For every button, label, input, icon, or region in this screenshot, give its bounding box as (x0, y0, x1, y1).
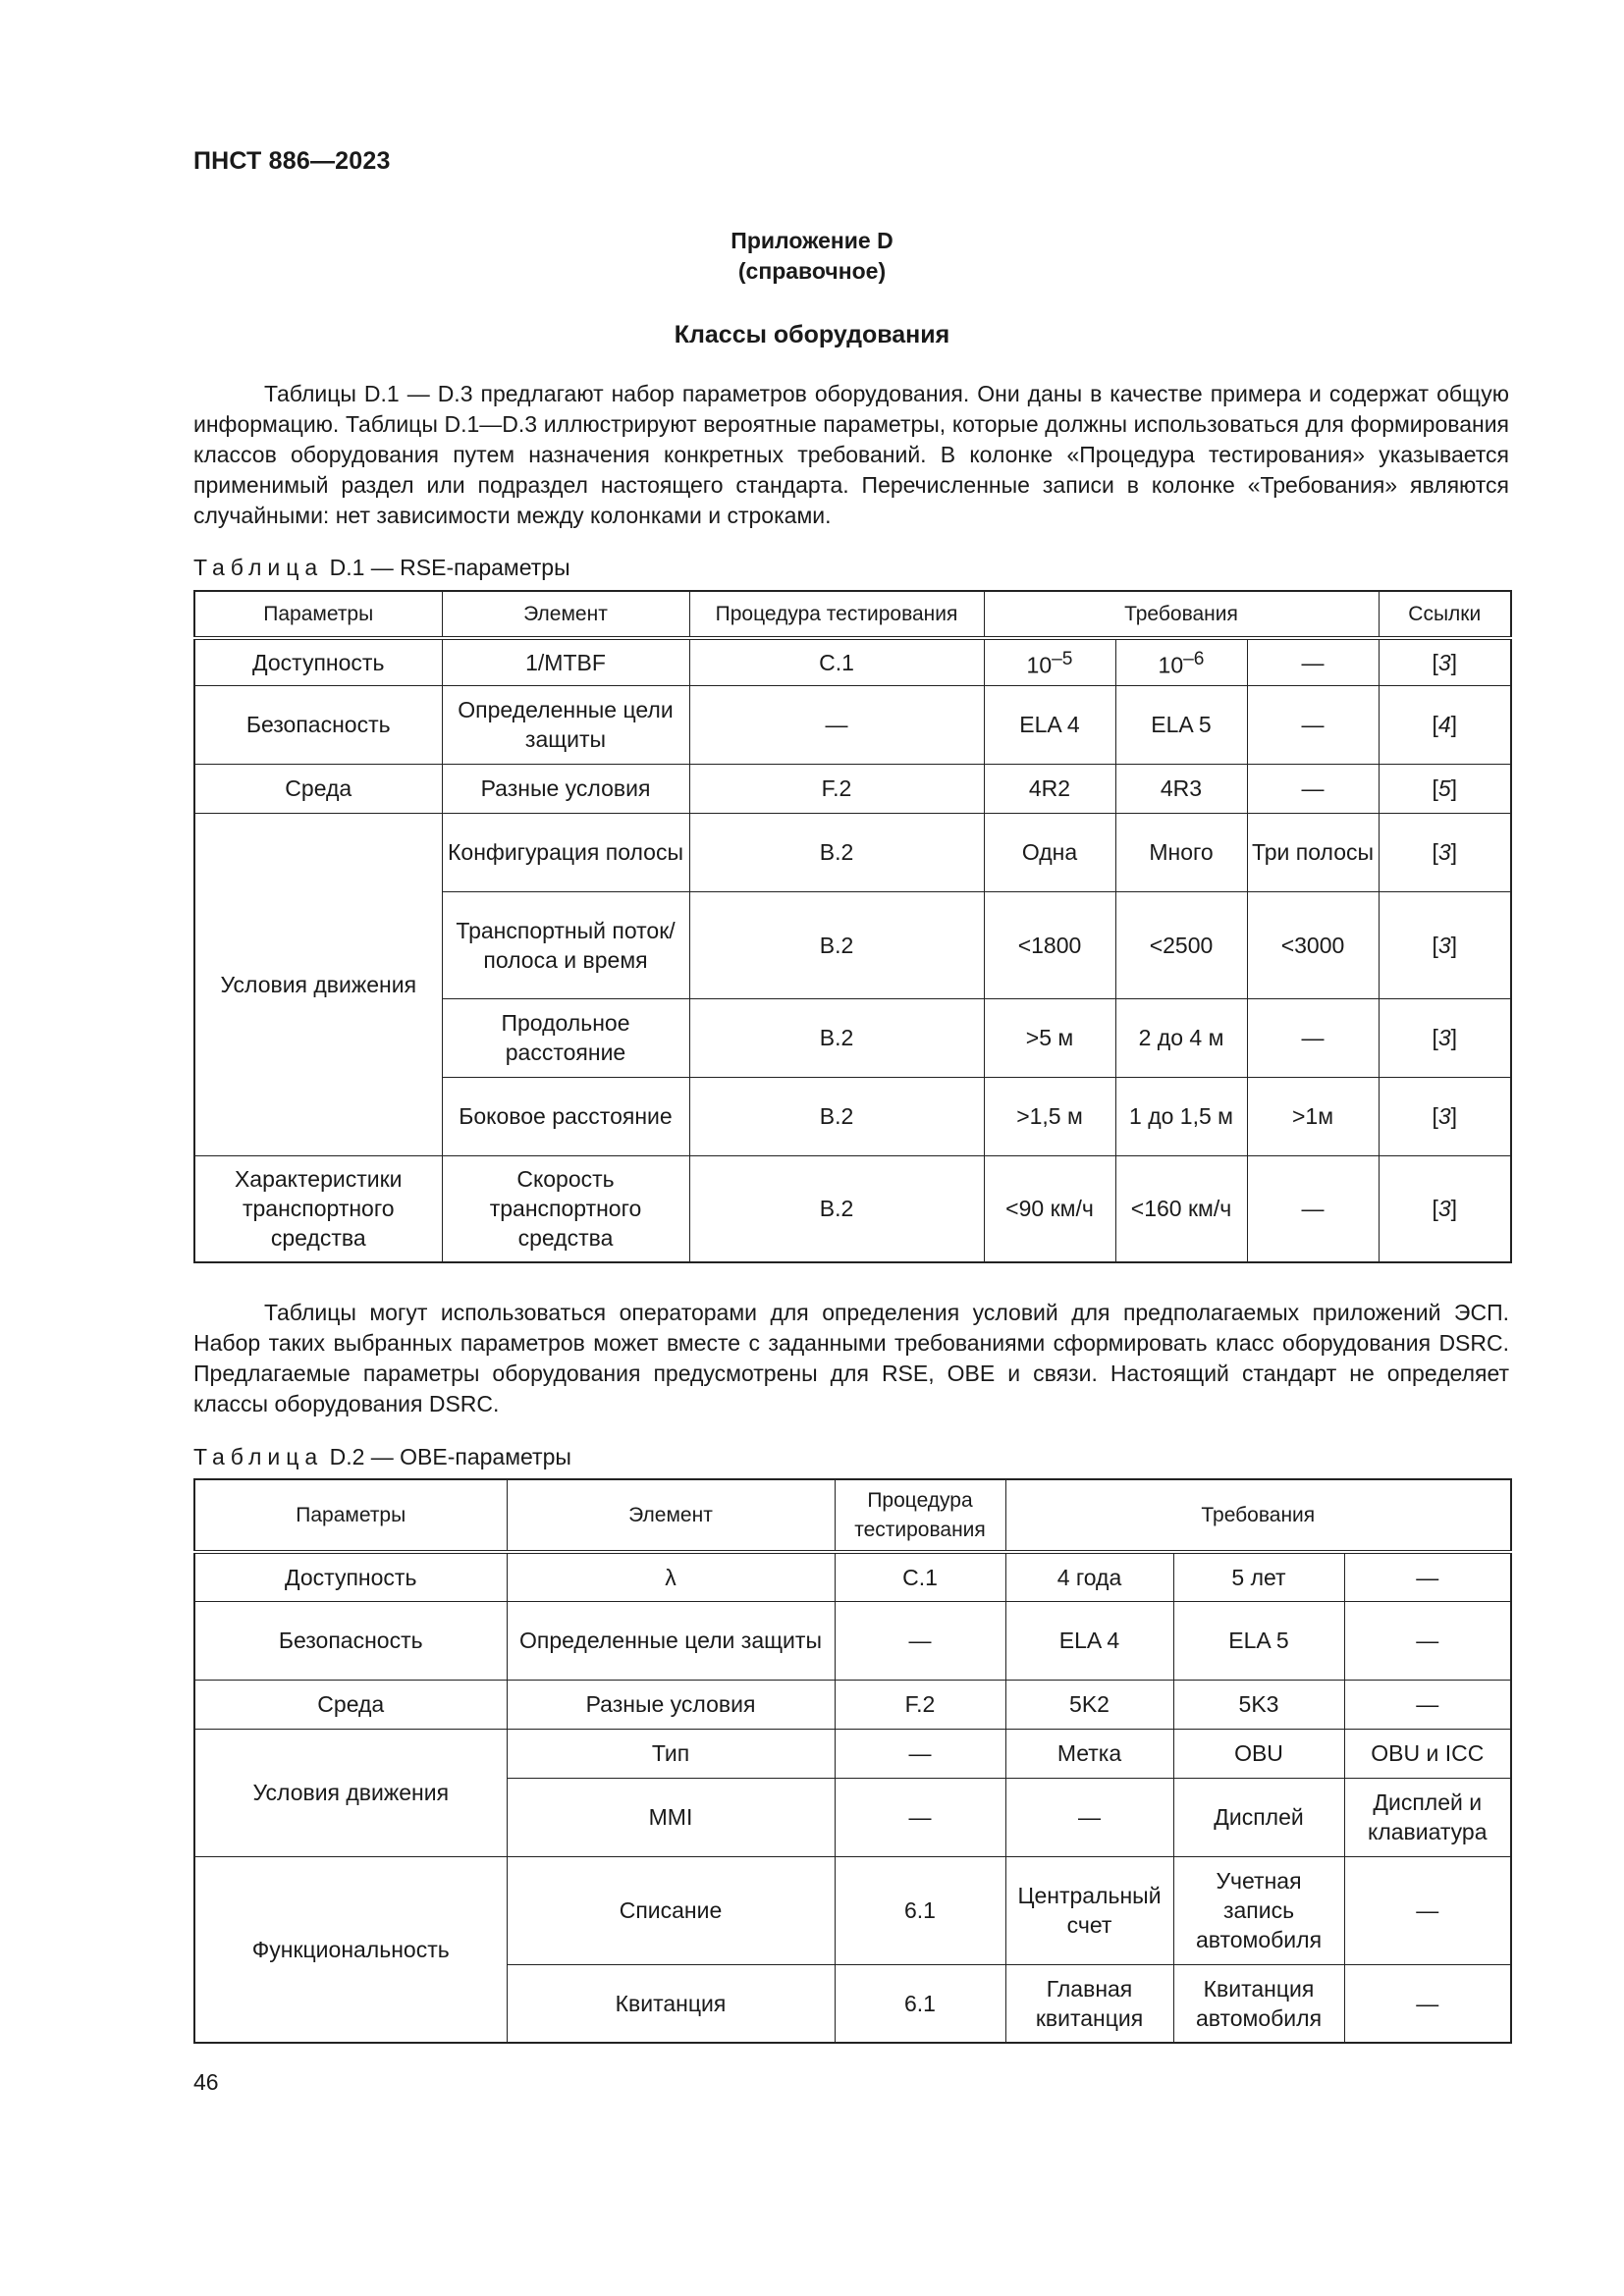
procedure-cell: B.2 (689, 891, 984, 998)
requirement-cell: ELA 4 (1005, 1601, 1173, 1680)
procedure-cell: B.2 (689, 1077, 984, 1155)
procedure-cell: F.2 (835, 1680, 1005, 1729)
element-cell: Разные условия (442, 764, 689, 813)
requirement-cell: <160 км/ч (1115, 1155, 1247, 1262)
requirement-cell: Метка (1005, 1729, 1173, 1778)
requirement-cell: <3000 (1247, 891, 1379, 998)
table-row (194, 1155, 1511, 1262)
requirement-cell: — (1247, 638, 1379, 685)
element-cell: Списание (507, 1856, 835, 1964)
reference-number: 3 (1437, 932, 1451, 958)
reference-cell: [3] (1379, 813, 1511, 891)
requirement-cell: ELA 5 (1173, 1601, 1344, 1680)
requirement-cell: OBU и ICC (1344, 1729, 1511, 1778)
annex-heading: Классы оборудования (674, 321, 950, 348)
requirement-cell: >1м (1247, 1077, 1379, 1155)
requirement-cell: Квитанция автомобиля (1173, 1964, 1344, 2043)
param-cell: Среда (194, 764, 442, 813)
requirement-cell: 4 года (1005, 1552, 1173, 1601)
procedure-cell: — (835, 1601, 1005, 1680)
requirement-cell: — (1344, 1601, 1511, 1680)
annex-title: Приложение D (731, 228, 893, 253)
power-base: 10 (1158, 652, 1184, 678)
reference-number: 3 (1437, 1103, 1451, 1129)
element-cell: Транспортный поток/полоса и время (442, 891, 689, 998)
element-cell: Определенные цели защиты (507, 1601, 835, 1680)
param-cell: Безопасность (194, 1601, 507, 1680)
requirement-cell: — (1247, 764, 1379, 813)
element-cell: 1/MTBF (442, 638, 689, 685)
requirement-cell: <1800 (984, 891, 1115, 998)
requirement-cell: Много (1115, 813, 1247, 891)
table1-header-requirements: Требования (984, 591, 1379, 638)
requirement-cell: <90 км/ч (984, 1155, 1115, 1262)
requirement-cell: — (1344, 1964, 1511, 2043)
table1-caption-rest: D.1 — RSE-параметры (329, 555, 570, 580)
power-exponent: –5 (1052, 648, 1073, 669)
table-row (194, 1601, 1511, 1680)
middle-text: Таблицы могут использоваться операторами для определения условий для предполагаемых приложений ЭСП. Набор таких выбранных параметров может вместе с заданными требованиями сформировать класс оборудования DSRC. Предлагаемые параметры оборудования предусмотрены для RSE, OBE и связи. Настоящий стандарт не определяет классы оборудования DSRC. (193, 1300, 1509, 1416)
table2-header-element: Элемент (507, 1479, 835, 1552)
reference-number: 5 (1437, 775, 1451, 801)
element-cell: Конфигурация полосы (442, 813, 689, 891)
element-cell: MMI (507, 1778, 835, 1856)
element-cell: Боковое расстояние (442, 1077, 689, 1155)
requirement-cell (1115, 638, 1247, 685)
param-cell: Безопасность (194, 685, 442, 764)
reference-number: 3 (1437, 649, 1451, 675)
requirement-cell: Главная квитанция (1005, 1964, 1173, 2043)
table-row (194, 1552, 1511, 1601)
element-cell: Квитанция (507, 1964, 835, 2043)
reference-cell: [3] (1379, 1077, 1511, 1155)
requirement-cell: 4R2 (984, 764, 1115, 813)
table2-caption (193, 1444, 571, 1470)
requirement-cell: >5 м (984, 998, 1115, 1077)
requirement-cell: — (1344, 1856, 1511, 1964)
procedure-cell: B.2 (689, 813, 984, 891)
procedure-cell: 6.1 (835, 1856, 1005, 1964)
requirement-cell: Три полосы (1247, 813, 1379, 891)
table-row (194, 1680, 1511, 1729)
table-row (194, 685, 1511, 764)
page-number: 46 (193, 2069, 219, 2095)
table-row (194, 813, 1511, 891)
table-obe-parameters (193, 1478, 1512, 2044)
requirement-cell: Дисплей (1173, 1778, 1344, 1856)
requirement-cell: <2500 (1115, 891, 1247, 998)
requirement-cell: — (1247, 685, 1379, 764)
requirement-cell: 5K2 (1005, 1680, 1173, 1729)
table1-header-row (194, 591, 1511, 638)
power-exponent: –6 (1183, 648, 1205, 669)
element-cell: Разные условия (507, 1680, 835, 1729)
table-rse-parameters (193, 590, 1512, 1263)
requirement-cell: 5 лет (1173, 1552, 1344, 1601)
requirement-cell: — (1344, 1680, 1511, 1729)
middle-paragraph (193, 1298, 1509, 1419)
table1-header-procedure: Процедура тестирования (689, 591, 984, 638)
table-row (194, 764, 1511, 813)
param-cell: Условия движения (194, 1729, 507, 1856)
table1-header-references: Ссылки (1379, 591, 1511, 638)
table2-header-requirements: Требования (1005, 1479, 1511, 1552)
reference-cell: [3] (1379, 998, 1511, 1077)
procedure-cell: C.1 (835, 1552, 1005, 1601)
document-code: ПНСТ 886—2023 (193, 147, 391, 175)
procedure-cell: 6.1 (835, 1964, 1005, 2043)
procedure-cell: — (835, 1729, 1005, 1778)
requirement-cell: — (1005, 1778, 1173, 1856)
requirement-cell: 4R3 (1115, 764, 1247, 813)
table2-caption-prefix: Таблица (193, 1444, 324, 1469)
param-cell: Доступность (194, 638, 442, 685)
procedure-cell: C.1 (689, 638, 984, 685)
param-cell: Условия движения (194, 813, 442, 1155)
requirement-cell: 5K3 (1173, 1680, 1344, 1729)
intro-paragraph (193, 379, 1509, 531)
param-cell: Доступность (194, 1552, 507, 1601)
requirement-cell: ELA 5 (1115, 685, 1247, 764)
table1-caption (193, 555, 570, 581)
procedure-cell: F.2 (689, 764, 984, 813)
procedure-cell: — (689, 685, 984, 764)
reference-cell: [3] (1379, 638, 1511, 685)
table-row (194, 1729, 1511, 1778)
reference-cell: [3] (1379, 891, 1511, 998)
requirement-cell: Дисплей и клавиатура (1344, 1778, 1511, 1856)
table2-header-parameters: Параметры (194, 1479, 507, 1552)
table1-header-element: Элемент (442, 591, 689, 638)
requirement-cell: OBU (1173, 1729, 1344, 1778)
requirement-cell (984, 638, 1115, 685)
param-cell: Функциональность (194, 1856, 507, 2043)
element-cell: Тип (507, 1729, 835, 1778)
reference-cell: [4] (1379, 685, 1511, 764)
reference-cell: [5] (1379, 764, 1511, 813)
reference-number: 3 (1437, 839, 1451, 865)
param-cell: Среда (194, 1680, 507, 1729)
requirement-cell: Учетная запись автомобиля (1173, 1856, 1344, 1964)
table2-caption-rest: D.2 — OBE-параметры (329, 1444, 571, 1469)
requirement-cell: — (1247, 1155, 1379, 1262)
intro-text: Таблицы D.1 — D.3 предлагают набор параметров оборудования. Они даны в качестве примера и содержат общую информацию. Таблицы D.1—D.3 иллюстрируют вероятные параметры, которые должны использоваться для формирования классов оборудования путем назначения конкретных требований. В колонке «Процедура тестирования» указывается применимый раздел или подраздел настоящего стандарта. Перечисленные записи в колонке «Требования» являются случайными: нет зависимости между колонками и строками. (193, 381, 1509, 528)
element-cell: λ (507, 1552, 835, 1601)
requirement-cell: — (1344, 1552, 1511, 1601)
requirement-cell: — (1247, 998, 1379, 1077)
requirement-cell: Центральный счет (1005, 1856, 1173, 1964)
table1-header-parameters: Параметры (194, 591, 442, 638)
reference-number: 3 (1437, 1025, 1451, 1050)
param-cell: Характеристики транспортного средства (194, 1155, 442, 1262)
reference-number: 3 (1437, 1196, 1451, 1222)
requirement-cell: 1 до 1,5 м (1115, 1077, 1247, 1155)
table-row (194, 638, 1511, 685)
requirement-cell: Одна (984, 813, 1115, 891)
reference-number: 4 (1437, 712, 1451, 737)
procedure-cell: — (835, 1778, 1005, 1856)
requirement-cell: ELA 4 (984, 685, 1115, 764)
table2-header-procedure: Процедура тестирования (835, 1479, 1005, 1552)
table1-caption-prefix: Таблица (193, 555, 324, 580)
table2-header-row (194, 1479, 1511, 1552)
requirement-cell: >1,5 м (984, 1077, 1115, 1155)
table-row (194, 1856, 1511, 1964)
power-base: 10 (1026, 652, 1053, 678)
reference-cell: [3] (1379, 1155, 1511, 1262)
annex-subtitle: (справочное) (737, 258, 887, 284)
procedure-cell: B.2 (689, 1155, 984, 1262)
requirement-cell: 2 до 4 м (1115, 998, 1247, 1077)
procedure-cell: B.2 (689, 998, 984, 1077)
element-cell: Скорость транспортного средства (442, 1155, 689, 1262)
element-cell: Продольное расстояние (442, 998, 689, 1077)
element-cell: Определенные цели защиты (442, 685, 689, 764)
